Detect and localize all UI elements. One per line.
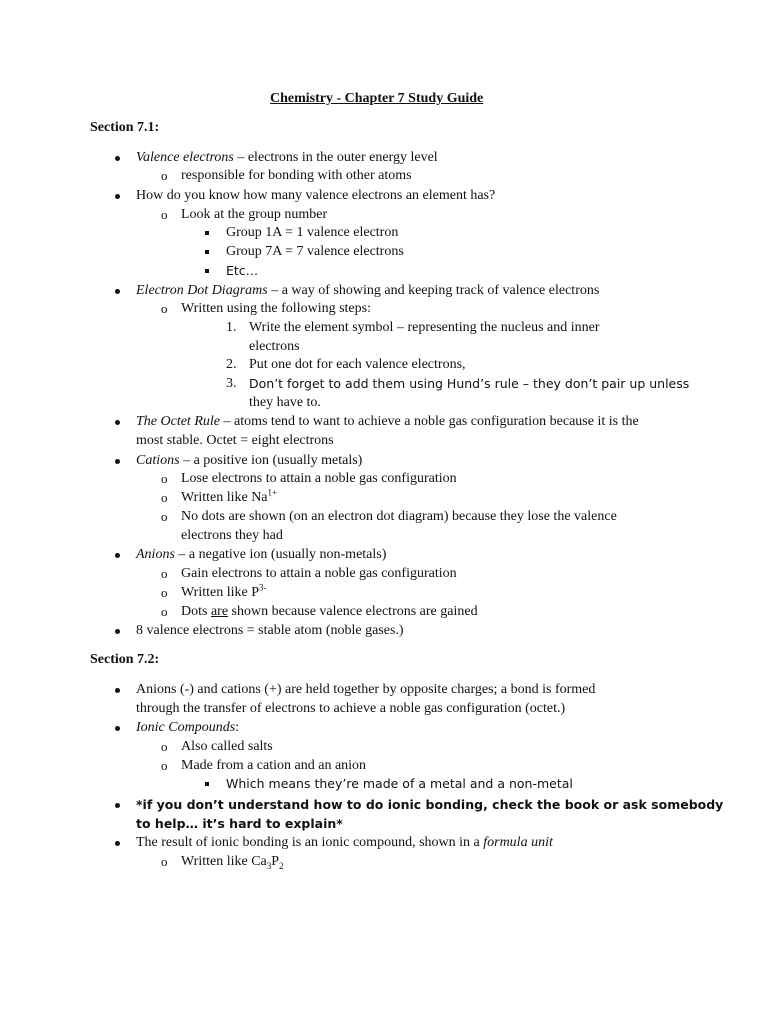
made-from-item: Made from a cation and an anion bbox=[181, 758, 367, 773]
an-dots-post: shown because valence electrons are gained bbox=[228, 604, 478, 619]
circle-bullet-icon: o bbox=[161, 758, 168, 773]
section-7-2-heading: Section 7.2: bbox=[90, 652, 160, 667]
circle-bullet-icon: o bbox=[161, 490, 168, 505]
circle-bullet-icon: o bbox=[161, 168, 168, 183]
edd-def: – a way of showing and keeping track of valence electrons bbox=[267, 283, 600, 298]
circle-bullet-icon: o bbox=[161, 207, 168, 222]
bullet-icon bbox=[115, 688, 120, 693]
valence-def: – electrons in the outer energy level bbox=[233, 150, 438, 165]
circle-bullet-icon: o bbox=[161, 471, 168, 486]
bullet-icon bbox=[115, 629, 120, 634]
bold-note-line1: *if you don’t understand how to do ionic bonding, check the book or ask somebody bbox=[136, 797, 724, 812]
cat-charge: 1+ bbox=[267, 487, 278, 498]
ca-p: P bbox=[271, 854, 280, 869]
step1-line1: Write the element symbol – representing the nucleus and inner bbox=[249, 320, 600, 335]
circle-bullet-icon: o bbox=[161, 301, 168, 316]
circle-bullet-icon: o bbox=[161, 566, 168, 581]
bold-note-line2: to help… it’s hard to explain* bbox=[136, 816, 343, 831]
cat-nodots-line1: No dots are shown (on an electron dot diagram) because they lose the valence bbox=[181, 509, 617, 524]
step-number: 2. bbox=[226, 357, 237, 372]
cat-nodots-line2: electrons they had bbox=[181, 528, 283, 543]
cations-def: – a positive ion (usually metals) bbox=[179, 453, 363, 468]
valence-term: Valence electrons bbox=[136, 150, 234, 165]
group7a-item: Group 7A = 7 valence electrons bbox=[226, 244, 404, 259]
howknow-item: How do you know how many valence electrons an element has? bbox=[136, 188, 496, 203]
cations-term: Cations bbox=[136, 453, 180, 468]
circle-bullet-icon: o bbox=[161, 604, 168, 619]
cat-written-text: Written like Na bbox=[181, 490, 268, 505]
step3-line2: they have to. bbox=[249, 395, 321, 410]
metal-nonmetal-item: Which means they’re made of a metal and a non-metal bbox=[226, 776, 573, 791]
square-bullet-icon bbox=[205, 231, 209, 235]
step3-line1: Don’t forget to add them using Hund’s rule – they don’t pair up unless bbox=[249, 376, 690, 391]
ionic-item bbox=[136, 719, 239, 737]
result-pre: The result of ionic bonding is an ionic compound, shown in a bbox=[136, 835, 484, 850]
ca-subscript: 3 bbox=[266, 860, 272, 871]
octet-item-line2: most stable. Octet = eight electrons bbox=[136, 433, 334, 448]
valence-sub: responsible for bonding with other atoms bbox=[181, 168, 412, 183]
etc-item: Etc… bbox=[226, 263, 259, 278]
circle-bullet-icon: o bbox=[161, 509, 168, 524]
group1a-item: Group 1A = 1 valence electron bbox=[226, 225, 399, 240]
anions-cations-line1: Anions (-) and cations (+) are held together by opposite charges; a bond is formed bbox=[136, 682, 596, 697]
square-bullet-icon bbox=[205, 250, 209, 254]
bullet-icon bbox=[115, 289, 120, 294]
valence-electrons-item bbox=[136, 149, 438, 167]
salts-item: Also called salts bbox=[181, 739, 273, 754]
an-dots-pre: Dots bbox=[181, 604, 211, 619]
p-subscript: 2 bbox=[279, 860, 284, 871]
octet-item-line1 bbox=[136, 413, 639, 431]
step2-line: Put one dot for each valence electrons, bbox=[249, 357, 466, 372]
anions-def: – a negative ion (usually non-metals) bbox=[174, 547, 387, 562]
circle-bullet-icon: o bbox=[161, 585, 168, 600]
circle-bullet-icon: o bbox=[161, 739, 168, 754]
group-number-item: Look at the group number bbox=[181, 207, 328, 222]
ca-written bbox=[181, 853, 284, 871]
circle-bullet-icon: o bbox=[161, 854, 168, 869]
octet-def: – atoms tend to want to achieve a noble gas configuration because it is the bbox=[219, 414, 639, 429]
bullet-icon bbox=[115, 553, 120, 558]
edd-term: Electron Dot Diagrams bbox=[136, 283, 268, 298]
bullet-icon bbox=[115, 841, 120, 846]
anions-item bbox=[136, 546, 386, 564]
result-item bbox=[136, 834, 553, 852]
square-bullet-icon bbox=[205, 269, 209, 273]
bullet-icon bbox=[115, 194, 120, 199]
octet-term: The Octet Rule bbox=[136, 414, 220, 429]
ionic-term: Ionic Compounds bbox=[136, 720, 236, 735]
an-charge: 3- bbox=[258, 582, 267, 593]
bullet-icon bbox=[115, 726, 120, 731]
an-dots-are: are bbox=[210, 604, 229, 619]
an-dots bbox=[181, 603, 478, 621]
bullet-icon bbox=[115, 459, 120, 464]
anions-term: Anions bbox=[136, 547, 175, 562]
anions-cations-line2: through the transfer of electrons to achieve a noble gas configuration (octet.) bbox=[136, 701, 566, 716]
an-written bbox=[181, 584, 266, 602]
bullet-icon bbox=[115, 803, 120, 808]
stable-item: 8 valence electrons = stable atom (noble gases.) bbox=[136, 623, 404, 638]
bullet-icon bbox=[115, 420, 120, 425]
cat-written bbox=[181, 489, 277, 507]
bullet-icon bbox=[115, 156, 120, 161]
step-number: 1. bbox=[226, 320, 237, 335]
cat-lose: Lose electrons to attain a noble gas configuration bbox=[181, 471, 457, 486]
an-written-text: Written like P bbox=[181, 585, 259, 600]
an-gain: Gain electrons to attain a noble gas configuration bbox=[181, 566, 457, 581]
section-7-1-heading: Section 7.1: bbox=[90, 120, 160, 135]
page-title: Chemistry - Chapter 7 Study Guide bbox=[270, 91, 484, 106]
square-bullet-icon bbox=[205, 782, 209, 786]
ionic-colon: : bbox=[235, 720, 240, 735]
step-number: 3. bbox=[226, 376, 237, 391]
cations-item bbox=[136, 452, 362, 470]
ca-written-text: Written like Ca bbox=[181, 854, 267, 869]
step1-line2: electrons bbox=[249, 339, 300, 354]
edd-steps-intro: Written using the following steps: bbox=[181, 301, 371, 316]
edd-item bbox=[136, 282, 599, 300]
result-term: formula unit bbox=[483, 835, 553, 850]
